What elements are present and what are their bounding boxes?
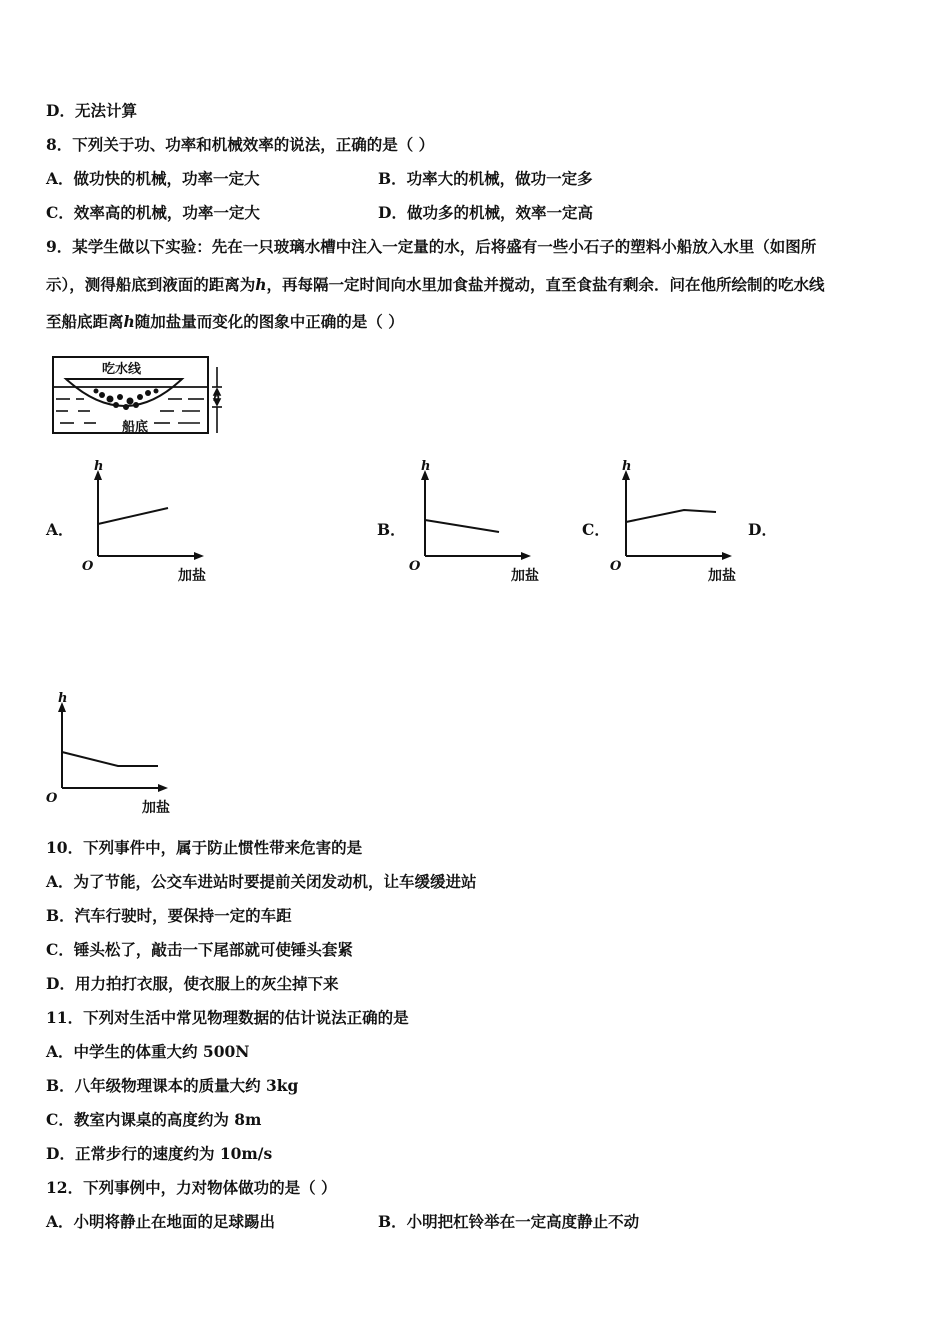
graph-c — [608, 458, 748, 584]
q10-option-c: C．锤头松了，敲击一下尾部就可使锤头套紧 — [46, 940, 353, 959]
graph-d — [44, 690, 194, 816]
graph-c-curve — [626, 510, 716, 522]
q12-stem: 12．下列事例中，力对物体做功的是（ ） — [46, 1178, 337, 1197]
graph-a-option-label: A． — [46, 520, 74, 539]
waterline-label: 吃水线 — [102, 362, 142, 377]
q10-stem: 10．下列事件中，属于防止惯性带来危害的是 — [46, 838, 363, 857]
boat-figure — [50, 355, 230, 437]
graph-b-option-label: B． — [377, 520, 406, 539]
q10-option-b: B．汽车行驶时，要保持一定的车距 — [46, 906, 292, 925]
q8-option-d: D．做功多的机械，效率一定高 — [378, 203, 593, 222]
graph-b — [407, 458, 547, 584]
q10-option-a: A．为了节能，公交车进站时要提前关闭发动机，让车缓缓进站 — [46, 872, 477, 891]
q9-stem-line2: 示），测得船底到液面的距离为h，再每隔一定时间向水里加食盐并搅动，直至食盐有剩余．问在他所绘制的吃水线 — [46, 275, 825, 294]
boat-bottom-label: 船底 — [122, 420, 149, 435]
q11-option-b: B．八年级物理课本的质量大约 3kg — [46, 1076, 299, 1095]
graph-b-origin: O — [409, 559, 421, 574]
q8-stem: 8．下列关于功、功率和机械效率的说法，正确的是（ ） — [46, 135, 435, 154]
q8-option-c: C．效率高的机械，功率一定大 — [46, 203, 260, 222]
q8-option-a: A．做功快的机械，功率一定大 — [46, 169, 260, 188]
graph-a-x-label: 加盐 — [178, 568, 206, 584]
graph-c-origin: O — [610, 559, 622, 574]
graph-c-option-label: C． — [582, 520, 610, 539]
q11-option-a: A．中学生的体重大约 500N — [46, 1042, 250, 1061]
q12-option-a: A．小明将静止在地面的足球踢出 — [46, 1212, 276, 1231]
graph-d-curve — [62, 752, 158, 766]
graph-b-curve — [425, 520, 499, 532]
q11-option-d: D．正常步行的速度约为 10m/s — [46, 1144, 273, 1163]
q9-stem-line1: 9．某学生做以下实验：先在一只玻璃水槽中注入一定量的水，后将盛有一些小石子的塑料小船放入水里（如图所 — [46, 237, 817, 256]
graph-a-origin: O — [82, 559, 94, 574]
graph-a — [80, 458, 220, 584]
graph-c-y-label: h — [622, 459, 632, 474]
graph-a-curve — [98, 508, 168, 524]
q12-option-b: B．小明把杠铃举在一定高度静止不动 — [378, 1212, 640, 1231]
graph-d-origin: O — [46, 791, 58, 806]
graph-d-option-label: D． — [748, 520, 777, 539]
graph-a-y-label: h — [94, 459, 104, 474]
h-distance-label: h — [213, 393, 221, 404]
graph-b-y-label: h — [421, 459, 431, 474]
q7-option-d: D．无法计算 — [46, 101, 137, 120]
q8-option-b: B．功率大的机械，做功一定多 — [378, 169, 593, 188]
q9-stem-line3: 至船底距离h随加盐量而变化的图象中正确的是（ ） — [46, 312, 404, 331]
q11-option-c: C．教室内课桌的高度约为 8m — [46, 1110, 262, 1129]
graph-d-y-label: h — [58, 691, 68, 706]
graph-d-x-label: 加盐 — [142, 800, 170, 816]
q11-stem: 11．下列对生活中常见物理数据的估计说法正确的是 — [46, 1008, 409, 1027]
q10-option-d: D．用力拍打衣服，使衣服上的灰尘掉下来 — [46, 974, 339, 993]
graph-c-x-label: 加盐 — [708, 568, 736, 584]
graph-b-x-label: 加盐 — [511, 568, 539, 584]
